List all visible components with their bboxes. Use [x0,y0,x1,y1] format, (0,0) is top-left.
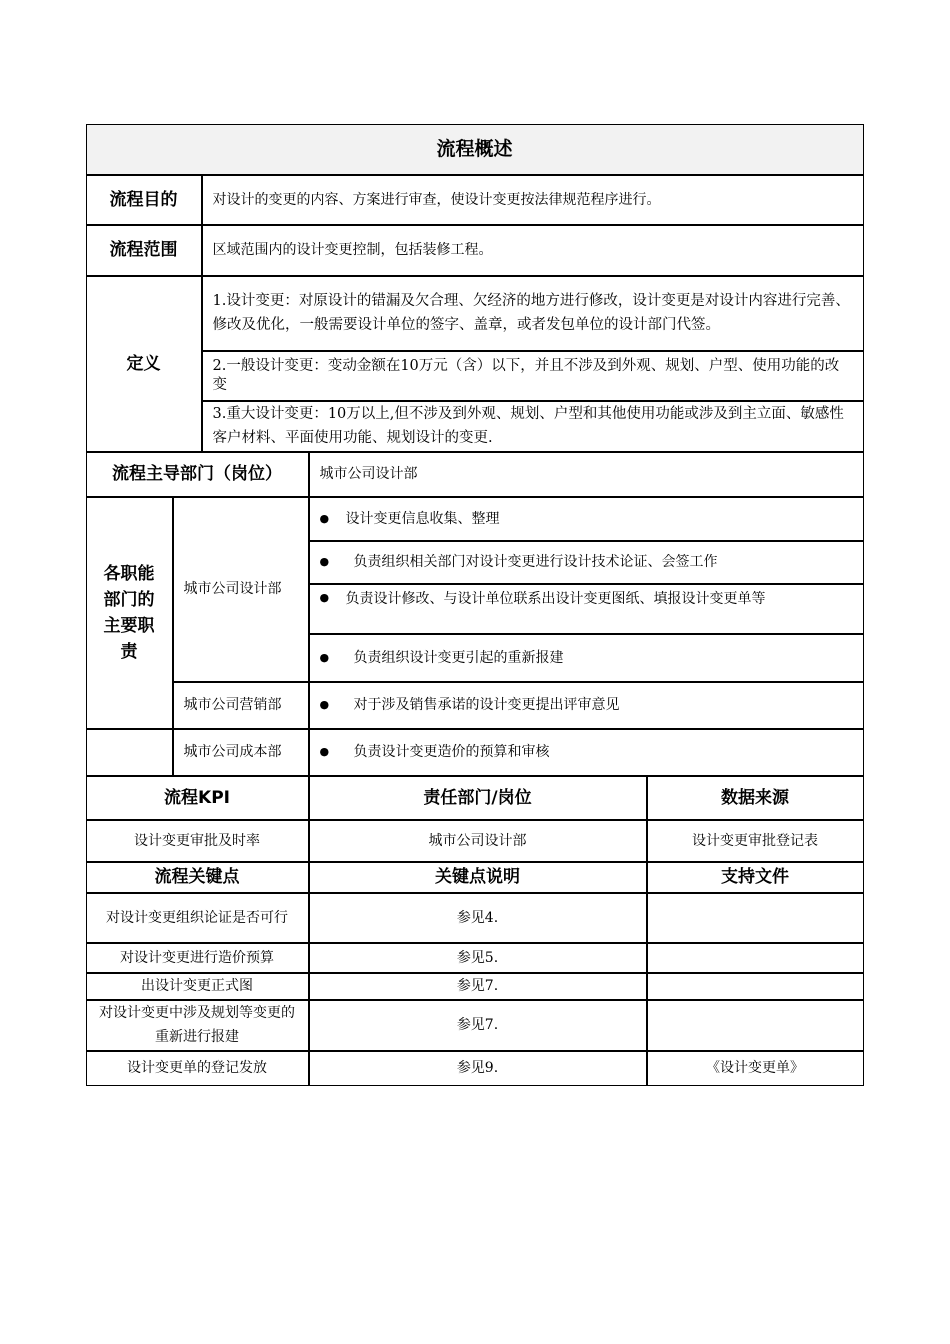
keypoint-cell: 参见7. [309,1000,647,1051]
responsibilities-label-blank [86,729,173,776]
duty-item: ● 负责组织相关部门对设计变更进行设计技术论证、会签工作 [309,541,864,584]
kpi-cell: 设计变更审批及时率 [86,820,309,862]
keypoint-cell: 对设计变更进行造价预算 [86,943,309,973]
keypoint-header: 支持文件 [647,862,864,893]
scope-label: 流程范围 [86,225,202,276]
keypoint-header: 关键点说明 [309,862,647,893]
keypoint-cell: 《设计变更单》 [647,1051,864,1086]
purpose-label: 流程目的 [86,175,202,225]
dept-name: 城市公司成本部 [173,729,309,776]
keypoint-cell [647,893,864,943]
process-document [86,124,864,1086]
kpi-header: 数据来源 [647,776,864,820]
keypoint-cell: 参见5. [309,943,647,973]
duty-item: ● 负责设计修改、与设计单位联系出设计变更图纸、填报设计变更单等 [309,584,864,634]
bullet-icon: ● [319,745,330,758]
kpi-cell: 设计变更审批登记表 [647,820,864,862]
kpi-header: 责任部门/岗位 [309,776,647,820]
definition-item: 1.设计变更：对原设计的错漏及欠合理、欠经济的地方进行修改，设计变更是对设计内容进行完善、修改及优化，一般需要设计单位的签字、盖章，或者发包单位的设计部门代签。 [202,276,864,351]
dept-name: 城市公司设计部 [173,497,309,682]
keypoint-cell: 对设计变更组织论证是否可行 [86,893,309,943]
definition-item: 2.一般设计变更：变动金额在10万元（含）以下，并且不涉及到外观、规划、户型、使用功能的改变 [202,351,864,401]
responsibilities-label: 各职能部门的主要职责 [86,497,173,729]
bullet-icon: ● [319,650,330,664]
lead-dept-value: 城市公司设计部 [309,452,864,497]
duty-item: ● 对于涉及销售承诺的设计变更提出评审意见 [309,682,864,729]
bullet-icon: ● [319,555,330,568]
keypoint-cell [647,973,864,1000]
duty-item: ● 负责组织设计变更引起的重新报建 [309,634,864,682]
keypoint-cell: 出设计变更正式图 [86,973,309,1000]
keypoint-cell: 参见9. [309,1051,647,1086]
keypoint-cell: 参见4. [309,893,647,943]
duty-item: ● 负责设计变更造价的预算和审核 [309,729,864,776]
lead-dept-label: 流程主导部门（岗位） [86,452,309,497]
bullet-icon: ● [319,590,330,604]
table-title: 流程概述 [86,124,864,175]
definition-label: 定义 [86,276,202,452]
keypoint-cell [647,1000,864,1051]
bullet-icon: ● [319,698,330,711]
keypoint-cell: 对设计变更中涉及规划等变更的重新进行报建 [86,1000,309,1051]
dept-name: 城市公司营销部 [173,682,309,729]
definition-item: 3.重大设计变更：10万以上,但不涉及到外观、规划、户型和其他使用功能或涉及到主立面、敏感性客户材料、平面使用功能、规划设计的变更. [202,401,864,452]
keypoint-header: 流程关键点 [86,862,309,893]
process-overview-table [86,124,864,1086]
purpose-text: 对设计的变更的内容、方案进行审查，使设计变更按法律规范程序进行。 [202,175,864,225]
bullet-icon: ● [319,511,330,525]
keypoint-cell [647,943,864,973]
kpi-cell: 城市公司设计部 [309,820,647,862]
kpi-header: 流程KPI [86,776,309,820]
keypoint-cell: 参见7. [309,973,647,1000]
scope-text: 区域范围内的设计变更控制，包括装修工程。 [202,225,864,276]
keypoint-cell: 设计变更单的登记发放 [86,1051,309,1086]
duty-item: ● 设计变更信息收集、整理 [309,497,864,541]
